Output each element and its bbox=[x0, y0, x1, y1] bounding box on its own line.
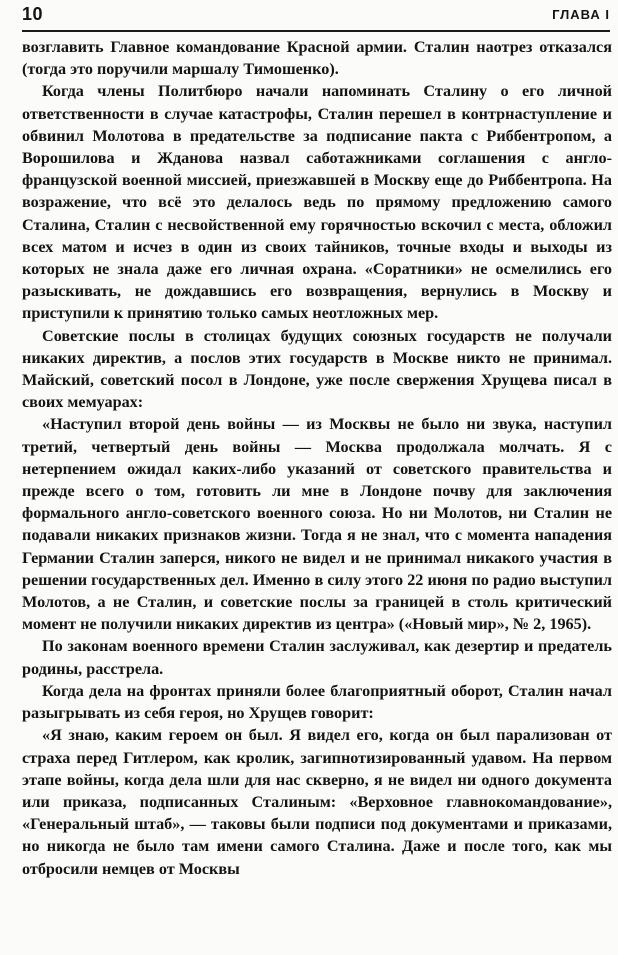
paragraph: Когда дела на фронтах приняли более благоприятный оборот, Сталин начал разыгрывать из себя героя, но Хрущев говорит: bbox=[22, 681, 612, 723]
quote-paragraph: «Я знаю, каким героем он был. Я видел его, когда он был парализован от страха перед Гитлером, как кролик, загипнотизированный удавом. На первом этапе войны, когда дела шли для нас скверно, я не видел ни одного документа или приказа, подписанных Сталиным: «Верховное главнокомандование», «Генеральный штаб», — таковы были подписи под документами и приказами, но никогда не было там имени самого Сталина. Даже и после того, как мы отбросили немцев от Москвы bbox=[22, 726, 612, 878]
page-number: 10 bbox=[22, 4, 44, 24]
paragraph: Когда члены Политбюро начали напоминать Сталину о его личной ответственности в случае катастрофы, Сталин перешел в контрнаступление и обвинил Молотова в предательстве за подписание пакта с Риббентропом, а Ворошилова и Жданова назвал саботажниками соглашения с англо-французской военной миссией, приезжавшей в Москву еще до Риббентропа. На возражение, что всё это делалось ведь по прямому предложению самого Сталина, Сталин с несвойственной ему горячностью вскочил с места, обложил всех матом и исчез в один из своих тайников, точные входы и выходы из которых не знала даже его личная охрана. «Соратники» не осмелились его разыскивать, не дождавшись его возвращения, вернулись в Москву и приступили к принятию только самых неотложных мер. bbox=[22, 82, 612, 323]
quote-paragraph: «Наступил второй день войны — из Москвы не было ни звука, наступил третий, четвертый день войны — Москва продолжала молчать. Я с нетерпением ожидал каких-либо указаний от советского правительства и прежде всего о том, готовить ли мне в Лондоне почву для заключения формального англо-советского военного союза. Но ни Молотов, ни Сталин не подавали никаких признаков жизни. Тогда я не знал, что с момента нападения Германии Сталин заперся, никого не видел и не принимал никакого участия в решении государственных дел. Именно в силу этого 22 июня по радио выступил Молотов, а не Сталин, и советские послы за границей в столь критический момент не получили никаких директив из центра» («Новый мир», № 2, 1965). bbox=[22, 415, 612, 634]
paragraph: возглавить Главное командование Красной армии. Сталин наотрез отказался (тогда это поручили маршалу Тимошенко). bbox=[22, 38, 612, 79]
paragraph: Советские послы в столицах будущих союзных государств не получали никаких директив, а послов этих государств в Москве никто не принимал. Майский, советский посол в Лондоне, уже после свержения Хрущева писал в своих мемуарах: bbox=[22, 326, 612, 412]
chapter-label: ГЛАВА I bbox=[552, 7, 610, 22]
page-header bbox=[22, 4, 610, 32]
body-text bbox=[22, 36, 612, 880]
paragraph: По законам военного времени Сталин заслуживал, как дезертир и предатель родины, расстрела. bbox=[22, 637, 612, 678]
